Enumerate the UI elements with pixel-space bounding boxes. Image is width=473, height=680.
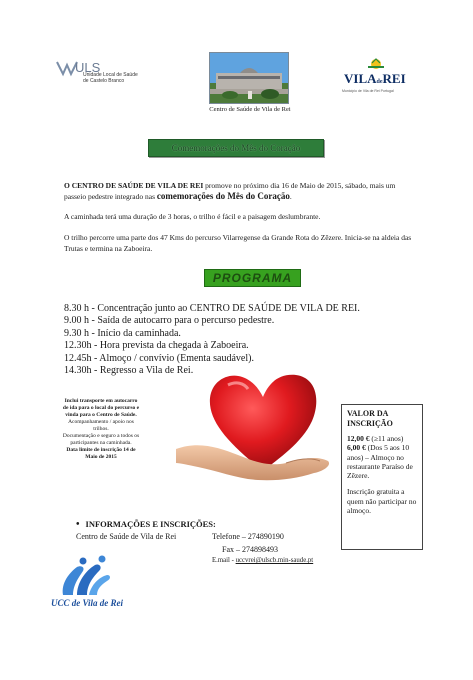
uls-logo [55,57,150,95]
vila-logo-connector: de [376,79,383,85]
intro-mid: promove no próximo dia 16 de Maio de 2015, sábado, mais um passeio pedestre integrado nas [64,181,396,201]
included-services-note [62,398,140,461]
note-insurance: Documentação e seguro a todos os participantes na caminhada. [62,433,140,446]
price-child [347,443,417,480]
info-fax: Fax – 274898493 [222,545,278,554]
intro-paragraph [64,180,412,202]
uls-subtitle: Unidade Local de Saúde de Castelo Branco [83,72,138,84]
schedule-item: 8.30 h - Concentração junto ao CENTRO DE SAÚDE DE VILA DE REI. [64,303,360,314]
intro-tail: . [289,192,292,201]
event-title: Comemorações do Mês do Coração [148,139,324,157]
schedule-item: 14.30h - Regresso a Vila de Rei. [64,365,194,377]
vila-de-rei-logo [338,57,410,103]
price-adult-label: (≥11 anos) [369,434,404,443]
duration-paragraph: A caminhada terá uma duração de 3 horas, o trilho é fácil e a paisagem deslumbrante. [64,212,321,221]
note-transport: Inclui transporte em autocarro de ida para o local do percurso e vinda para o Centro de Saúde. [62,398,140,418]
price-adult [347,434,417,443]
schedule-item: 12.30h - Hora prevista da chegada à Zaboeira. [64,340,249,352]
info-phone: Telefone – 274890190 [212,532,284,541]
programa-label: PROGRAMA [204,269,301,287]
intro-bold-end: comemorações do Mês do Coração [156,191,290,201]
price-free-note: Inscrição gratuita a quem não participar no almoço. [347,487,417,516]
ucc-logo [49,555,139,615]
crown-icon [356,57,396,71]
schedule-item: 9.00 h - Saída de autocarro para o percurso pedestre. [64,315,275,327]
intro-bold-start: O CENTRO DE SAÚDE DE VILA DE REI [64,181,204,190]
price-child-value: 6,00 € [347,443,366,453]
info-title-text: INFORMAÇÕES E INSCRIÇÕES: [85,519,216,529]
note-deadline: Data limite de inscrição 14 de Maio de 2015 [66,447,136,460]
info-email [212,557,313,564]
vila-subtitle: Município de Vila de Rei Portugal [342,89,394,93]
note-support: Acompanhamento / apoio nos trilhos. [68,419,134,432]
heart-in-hand-image [168,363,338,493]
registration-price-box [341,404,423,550]
schedule-item: 12.45h - Almoço / convívio (Ementa saudável). [64,352,254,364]
photo-caption: Centro de Saúde de Vila de Rei [209,106,291,113]
info-org: Centro de Saúde de Vila de Rei [76,532,177,541]
ucc-figures-icon [55,555,115,599]
email-label: E.mail - [212,557,236,564]
email-link[interactable]: uccvrei@ulscb.min-saude.pt [235,557,314,564]
route-paragraph: O trilho percorre uma parte dos 47 Kms do percurso Vilarregense da Grande Rota do Zêzere. Inicia-se na aldeia das Trutas e termina na Zaboeira. [64,233,412,253]
bullet-icon: • [76,519,80,530]
price-child-label: (Dos 5 aos 10 anos) – Almoço no restaurante Paraíso de Zêzere. [347,443,413,481]
schedule-item: 9.30 h - Início da caminhada. [64,327,181,339]
vila-logo-text: VILA [344,71,377,86]
ucc-logo-text: UCC de Vila de Rei [51,598,123,608]
price-adult-value: 12,00 € [347,434,370,443]
info-heading [76,519,216,530]
health-center-photo [209,52,289,104]
vila-logo-text2: REI [382,71,406,86]
price-heading: VALOR DA INSCRIÇÃO [347,409,393,428]
uls-logo-text: ULS [75,60,101,75]
